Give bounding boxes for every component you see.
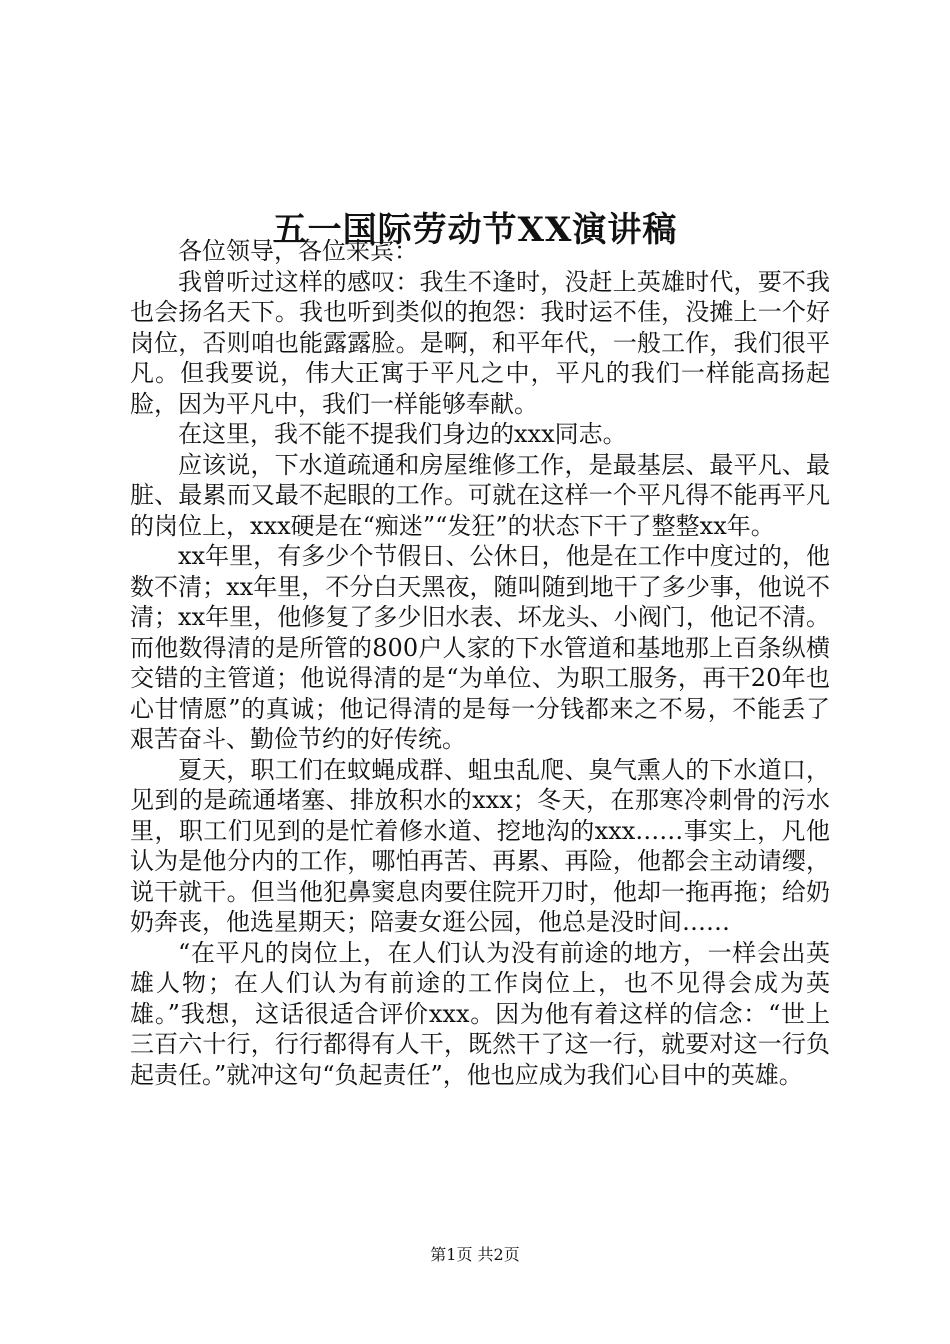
paragraph-salutation: 各位领导，各位来宾： (178, 237, 418, 265)
paragraph-5: 夏天，职工们在蚊蝇成群、蛆虫乱爬、臭气熏人的下水道口，见到的是疏通堵塞、排放积水的xxx；冬天，在那寒冷刺骨的污水里，职工们见到的是忙着修水道、挖地沟的xxx……事实上，凡他认为是他分内的工作，哪怕再苦、再累、再险，他都会主动请缨，说干就干。但当他犯鼻窦息肉要住院开刀时，他却一拖再拖；给奶奶奔丧，他选星期天；陪妻女逛公园，他总是没时间…… (130, 755, 830, 936)
paragraph-1: 我曾听过这样的感叹：我生不逢时，没赶上英雄时代，要不我也会扬名天下。我也听到类似的抱怨：我时运不佳，没摊上一个好岗位，否则咱也能露露脸。是啊，和平年代，一般工作，我们很平凡。但我要说，伟大正寓于平凡之中，平凡的我们一样能高扬起脸，因为平凡中，我们一样能够奉献。 (130, 267, 830, 418)
document-title: 五一国际劳动节XX演讲稿 (272, 209, 678, 250)
paragraph-2: 在这里，我不能不提我们身边的xxx同志。 (178, 420, 627, 448)
page-footer: 第1页 共2页 (430, 1245, 520, 1264)
paragraph-3: 应该说，下水道疏通和房屋维修工作，是最基层、最平凡、最脏、最累而又最不起眼的工作。可就在这样一个平凡得不能再平凡的岗位上，xxx硬是在“痴迷”“发狂”的状态下干了整整xx年。 (130, 450, 830, 540)
paragraph-6: “在平凡的岗位上，在人们认为没有前途的地方，一样会出英雄人物；在人们认为有前途的工作岗位上，也不见得会成为英雄。”我想，这话很适合评价xxx。因为他有着这样的信念：“世上三百六十行，行行都得有人干，既然干了这一行，就要对这一行负起责任。”就冲这句“负起责任”，他也应成为我们心目中的英雄。 (130, 938, 830, 1089)
paragraph-4: xx年里，有多少个节假日、公休日，他是在工作中度过的，他数不清；xx年里，不分白天黑夜，随叫随到地干了多少事，他说不清；xx年里，他修复了多少旧水表、坏龙头、小阀门，他记不清。而他数得清的是所管的800户人家的下水管道和基地那上百条纵横交错的主管道；他说得清的是“为单位、为职工服务，再干20年也心甘情愿”的真诚；他记得清的是每一分钱都来之不易，不能丢了艰苦奋斗、勤俭节约的好传统。 (130, 542, 830, 753)
document-body (130, 236, 830, 1090)
